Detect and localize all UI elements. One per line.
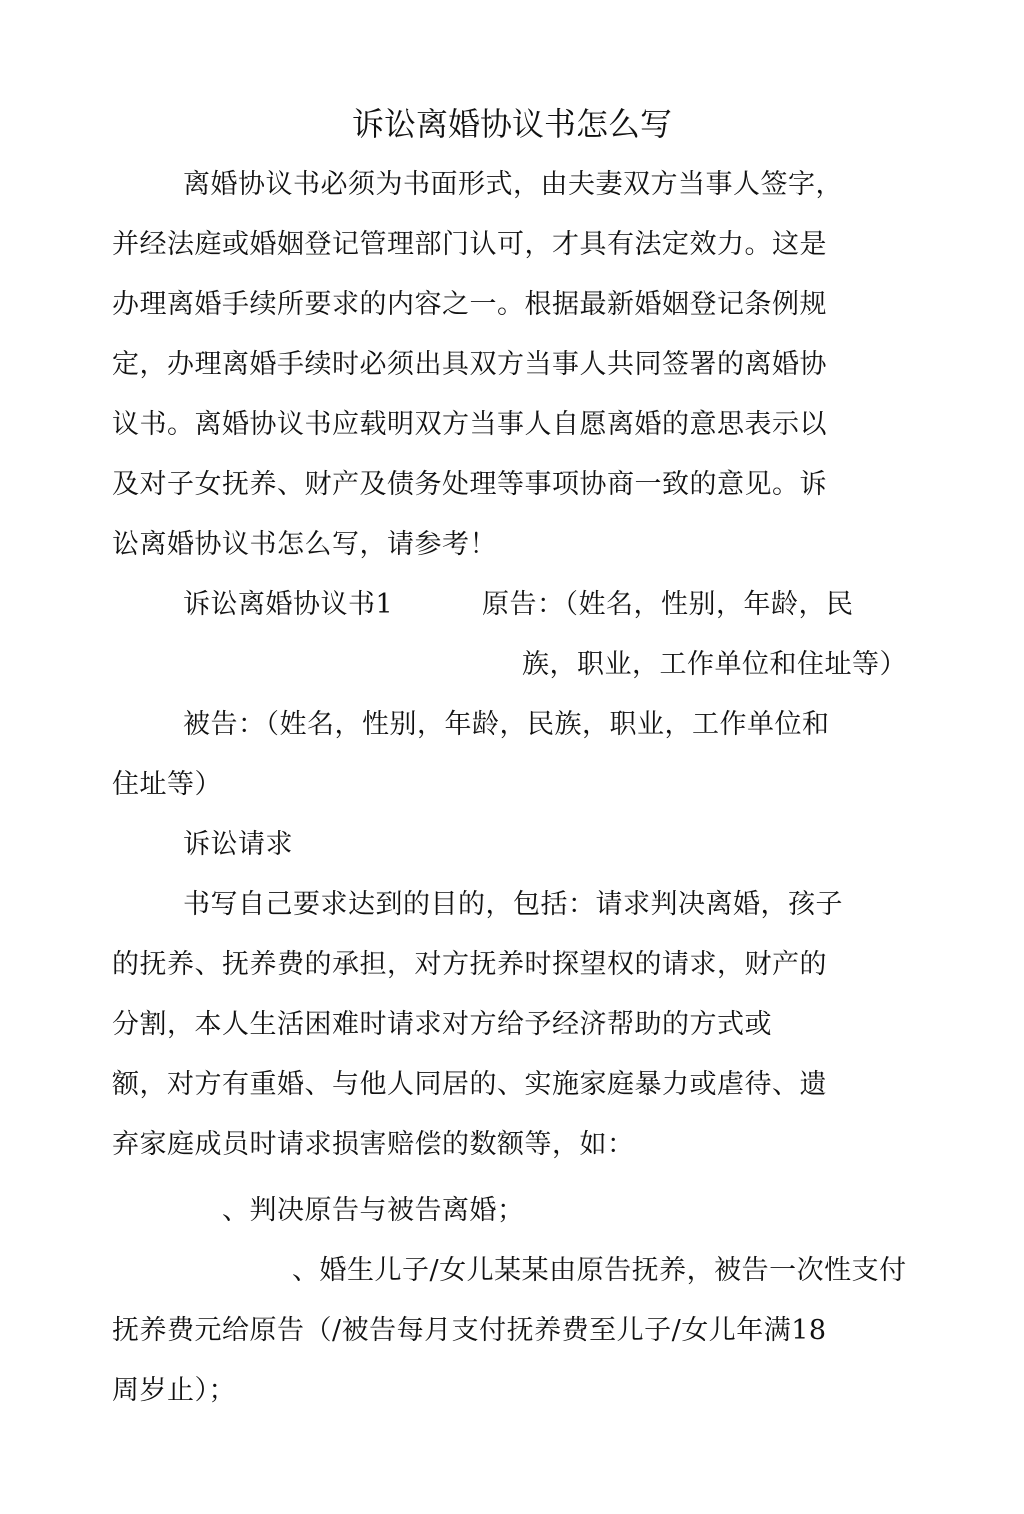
agreement-heading: 诉讼离婚协议书1 — [183, 589, 394, 620]
paragraph-line: 额，对方有重婚、与他人同居的、实施家庭暴力或虐待、遗 — [112, 1069, 827, 1100]
list-item-continued: 周岁止）； — [112, 1375, 236, 1406]
list-item-continued: 抚养费元给原告（/被告每月支付抚养费至儿子/女儿年满18 — [112, 1315, 827, 1346]
section-heading: 诉讼请求 — [183, 829, 293, 860]
paragraph-line: 的抚养、抚养费的承担，对方抚养时探望权的请求，财产的 — [112, 949, 827, 980]
paragraph-line: 书写自己要求达到的目的，包括：请求判决离婚，孩子 — [183, 889, 843, 920]
paragraph-line: 离婚协议书必须为书面形式，由夫妻双方当事人签字， — [183, 169, 843, 200]
paragraph-line: 议书。离婚协议书应载明双方当事人自愿离婚的意思表示以 — [112, 409, 827, 440]
defendant-line: 被告：（姓名，性别，年龄，民族，职业，工作单位和 — [183, 709, 830, 740]
paragraph-line: 讼离婚协议书怎么写，请参考！ — [112, 529, 497, 560]
paragraph-line: 定，办理离婚手续时必须出具双方当事人共同签署的离婚协 — [112, 349, 827, 380]
defendant-line-continued: 住址等） — [112, 769, 222, 800]
paragraph-line: 弃家庭成员时请求损害赔偿的数额等，如： — [112, 1129, 635, 1160]
paragraph-line: 并经法庭或婚姻登记管理部门认可，才具有法定效力。这是 — [112, 229, 827, 260]
paragraph-line: 办理离婚手续所要求的内容之一。根据最新婚姻登记条例规 — [112, 289, 827, 320]
list-item: 、婚生儿子/女儿某某由原告抚养，被告一次性支付 — [292, 1255, 907, 1286]
paragraph-line: 分割，本人生活困难时请求对方给予经济帮助的方式或 — [112, 1009, 772, 1040]
document-title: 诉讼离婚协议书怎么写 — [351, 105, 672, 143]
list-item: 、判决原告与被告离婚； — [222, 1195, 525, 1226]
paragraph-line: 及对子女抚养、财产及债务处理等事项协商一致的意见。诉 — [112, 469, 827, 500]
plaintiff-line: 原告：（姓名，性别，年龄，民 — [482, 589, 854, 620]
plaintiff-line-continued: 族，职业，工作单位和住址等） — [522, 649, 907, 680]
